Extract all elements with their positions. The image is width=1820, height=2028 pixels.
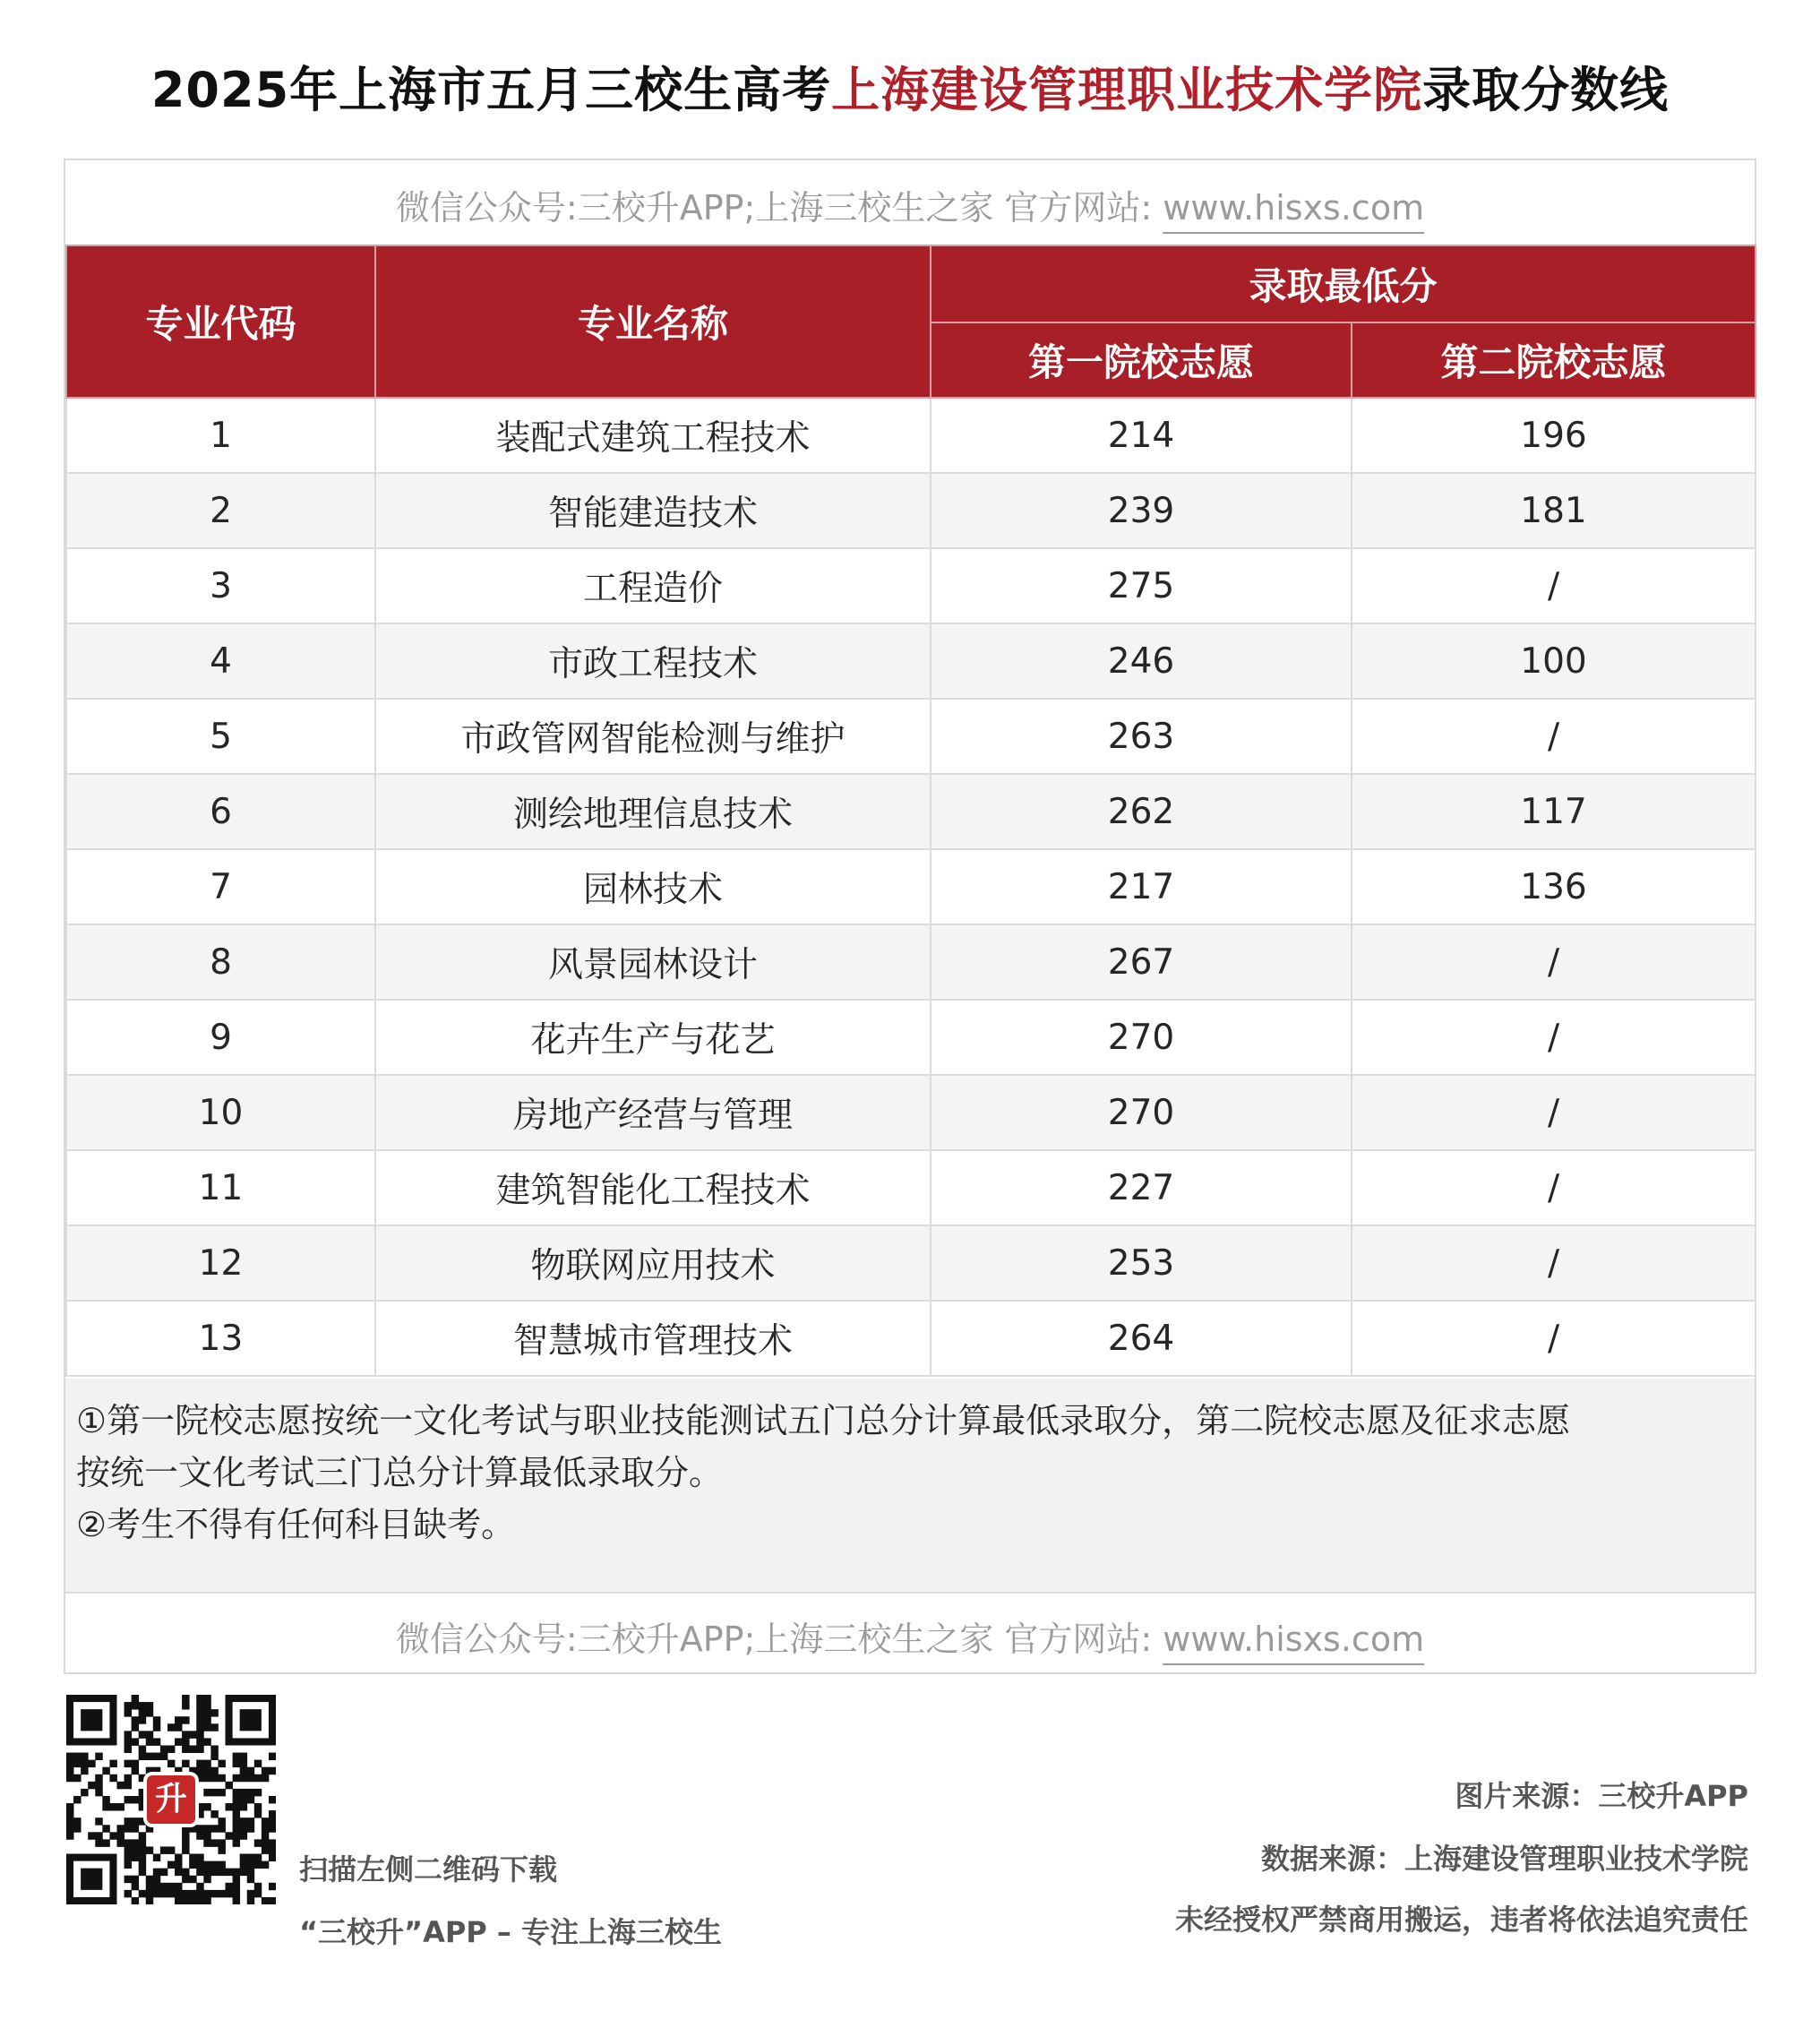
cell-first-choice: 264 [931,1301,1352,1376]
table-row [66,1150,1756,1225]
copyright-notice: 未经授权严禁商用搬运，违者将依法追究责任 [1174,1903,1748,1937]
cell-code: 5 [66,699,375,774]
table-row [66,849,1756,924]
cell-code: 11 [66,1150,375,1225]
cell-first-choice: 270 [931,1000,1352,1075]
website-link[interactable]: www.hisxs.com [1163,188,1425,228]
notes [65,1379,1755,1594]
cell-name: 园林技术 [375,849,931,924]
cell-name: 市政管网智能检测与维护 [375,699,931,774]
cell-name: 花卉生产与花艺 [375,1000,931,1075]
header-row [66,245,1756,322]
cell-second-choice: / [1352,548,1756,623]
cell-first-choice: 239 [931,473,1352,548]
cell-code: 4 [66,623,375,699]
cell-code: 10 [66,1075,375,1150]
header-min-score: 录取最低分 [931,245,1756,322]
image-source: 图片来源：三校升APP [1455,1779,1748,1813]
cell-first-choice: 275 [931,548,1352,623]
table-row [66,699,1756,774]
header-name: 专业名称 [375,245,931,398]
table-row [66,774,1756,849]
cell-code: 2 [66,473,375,548]
header-first-choice: 第一院校志愿 [931,322,1352,398]
cell-second-choice: 196 [1352,398,1756,473]
data-source: 数据来源：上海建设管理职业技术学院 [1260,1842,1748,1876]
qr-code[interactable] [66,1695,276,1904]
cell-name: 物联网应用技术 [375,1225,931,1301]
banner-text: 微信公众号:三校升APP;上海三校生之家 官方网站: [395,188,1163,228]
note-line: ②考生不得有任何科目缺考。 [76,1505,516,1544]
cell-second-choice: / [1352,1000,1756,1075]
top-banner [65,180,1755,229]
cell-name: 智慧城市管理技术 [375,1301,931,1376]
cell-code: 12 [66,1225,375,1301]
title-school-name: 上海建设管理职业技术学院 [831,62,1423,118]
bottom-banner [65,1611,1755,1661]
score-table [65,245,1756,1377]
table-row [66,924,1756,1000]
table-row [66,473,1756,548]
table-row [66,548,1756,623]
cell-name: 工程造价 [375,548,931,623]
cell-second-choice: / [1352,699,1756,774]
website-link[interactable]: www.hisxs.com [1163,1620,1425,1659]
header-code: 专业代码 [66,245,375,398]
cell-code: 1 [66,398,375,473]
cell-second-choice: / [1352,924,1756,1000]
cell-code: 8 [66,924,375,1000]
cell-second-choice: / [1352,1075,1756,1150]
table-row [66,623,1756,699]
note-line: ①第一院校志愿按统一文化考试与职业技能测试五门总分计算最低录取分，第二院校志愿及征求志愿 [76,1401,1571,1440]
cell-code: 3 [66,548,375,623]
cell-second-choice: / [1352,1225,1756,1301]
cell-second-choice: 136 [1352,849,1756,924]
title-prefix: 2025年上海市五月三校生高考 [150,62,832,118]
app-logo-icon: 升 [143,1772,199,1827]
cell-first-choice: 267 [931,924,1352,1000]
cell-first-choice: 214 [931,398,1352,473]
cell-code: 13 [66,1301,375,1376]
cell-second-choice: / [1352,1301,1756,1376]
cell-name: 测绘地理信息技术 [375,774,931,849]
app-slogan: “三校升”APP – 专注上海三校生 [299,1915,723,1949]
cell-name: 装配式建筑工程技术 [375,398,931,473]
header-second-choice: 第二院校志愿 [1352,322,1756,398]
banner-text: 微信公众号:三校升APP;上海三校生之家 官方网站: [395,1620,1163,1659]
cell-first-choice: 253 [931,1225,1352,1301]
score-panel [64,159,1756,1674]
table-row [66,398,1756,473]
table-row [66,1075,1756,1150]
cell-name: 建筑智能化工程技术 [375,1150,931,1225]
cell-second-choice: 117 [1352,774,1756,849]
cell-code: 9 [66,1000,375,1075]
cell-code: 6 [66,774,375,849]
title-suffix: 录取分数线 [1422,62,1670,118]
cell-first-choice: 262 [931,774,1352,849]
scan-hint: 扫描左侧二维码下载 [299,1852,558,1886]
cell-first-choice: 263 [931,699,1352,774]
table-row [66,1225,1756,1301]
cell-second-choice: 100 [1352,623,1756,699]
note-line: 按统一文化考试三门总分计算最低录取分。 [76,1453,724,1492]
cell-first-choice: 270 [931,1075,1352,1150]
page-title [0,52,1820,121]
cell-first-choice: 227 [931,1150,1352,1225]
cell-code: 7 [66,849,375,924]
cell-second-choice: / [1352,1150,1756,1225]
cell-name: 风景园林设计 [375,924,931,1000]
cell-name: 房地产经营与管理 [375,1075,931,1150]
table-row [66,1301,1756,1376]
cell-first-choice: 217 [931,849,1352,924]
cell-first-choice: 246 [931,623,1352,699]
cell-name: 市政工程技术 [375,623,931,699]
cell-second-choice: 181 [1352,473,1756,548]
cell-name: 智能建造技术 [375,473,931,548]
table-row [66,1000,1756,1075]
